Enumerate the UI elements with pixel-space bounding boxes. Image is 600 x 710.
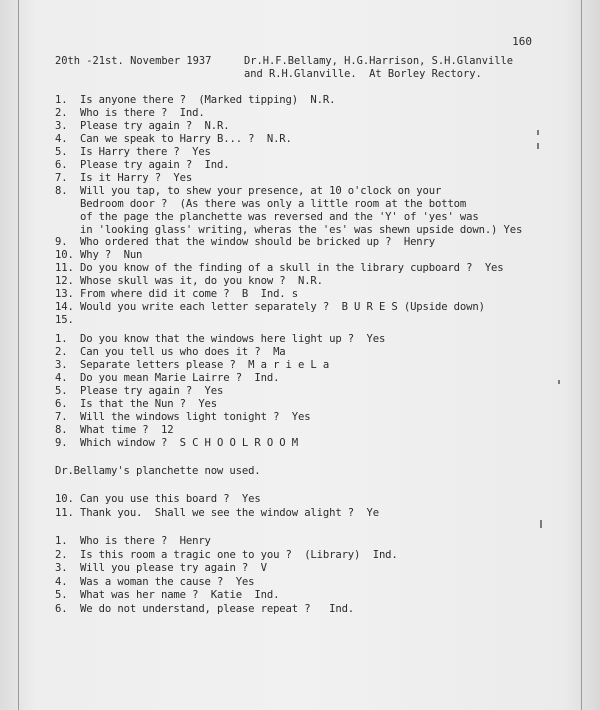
- transcript-line: From where did it come ? B Ind. s: [80, 288, 298, 300]
- transcript-line: Which window ? S C H O O L R O O M: [80, 437, 298, 449]
- header-date: 20th -21st. November 1937: [55, 55, 212, 67]
- line-number: 12.: [55, 275, 74, 287]
- line-number: 10.: [55, 249, 74, 261]
- transcript-line: Do you know of the finding of a skull in the library cupboard ? Yes: [80, 262, 504, 274]
- transcript-line: in 'looking glass' writing, wheras the 'es' was shewn upside down.) Yes: [80, 224, 523, 236]
- transcript-line: Please try again ? N.R.: [80, 120, 230, 132]
- transcript-line: Bedroom door ? (As there was only a little room at the bottom: [80, 198, 467, 210]
- line-number: 14.: [55, 301, 74, 313]
- line-number: 5.: [55, 385, 68, 397]
- left-fold-line: [18, 0, 19, 710]
- line-number: 8.: [55, 185, 68, 197]
- margin-mark: [558, 380, 560, 384]
- line-number: 6.: [55, 603, 68, 615]
- line-number: 5.: [55, 146, 68, 158]
- margin-mark: [537, 143, 539, 149]
- line-number: 7.: [55, 411, 68, 423]
- line-number: 4.: [55, 133, 68, 145]
- transcript-line: Is this room a tragic one to you ? (Library) Ind.: [80, 549, 398, 561]
- line-number: 2.: [55, 346, 68, 358]
- header-people-line1: Dr.H.F.Bellamy, H.G.Harrison, S.H.Glanville: [244, 55, 513, 67]
- line-number: 6.: [55, 398, 68, 410]
- transcript-line: of the page the planchette was reversed and the 'Y' of 'yes' was: [80, 211, 479, 223]
- line-number: 6.: [55, 159, 68, 171]
- transcript-line: Will the windows light tonight ? Yes: [80, 411, 311, 423]
- planchette-note: Dr.Bellamy's planchette now used.: [55, 465, 261, 477]
- line-number: 15.: [55, 314, 74, 326]
- line-number: 11.: [55, 262, 74, 274]
- header-people-line2: and R.H.Glanville. At Borley Rectory.: [244, 68, 482, 80]
- transcript-line: Whose skull was it, do you know ? N.R.: [80, 275, 323, 287]
- transcript-line: Thank you. Shall we see the window alight ? Ye: [80, 507, 379, 519]
- line-number: 1.: [55, 333, 68, 345]
- line-number: 5.: [55, 589, 68, 601]
- transcript-line: Will you tap, to shew your presence, at 10 o'clock on your: [80, 185, 442, 197]
- line-number: 10.: [55, 493, 74, 505]
- transcript-line: Would you write each letter separately ? B U R E S (Upside down): [80, 301, 485, 313]
- transcript-line: Can you use this board ? Yes: [80, 493, 261, 505]
- margin-mark: [537, 130, 539, 135]
- transcript-line: Do you know that the windows here light up ? Yes: [80, 333, 386, 345]
- transcript-line: Please try again ? Yes: [80, 385, 224, 397]
- line-number: 1.: [55, 535, 68, 547]
- margin-mark: [540, 520, 542, 528]
- transcript-line: Can you tell us who does it ? Ma: [80, 346, 286, 358]
- transcript-line: Will you please try again ? V: [80, 562, 267, 574]
- transcript-line: What time ? 12: [80, 424, 174, 436]
- transcript-line: Is it Harry ? Yes: [80, 172, 193, 184]
- transcript-line: We do not understand, please repeat ? Ind.: [80, 603, 355, 615]
- transcript-line: Do you mean Marie Lairre ? Ind.: [80, 372, 280, 384]
- line-number: 8.: [55, 424, 68, 436]
- line-number: 4.: [55, 576, 68, 588]
- line-number: 7.: [55, 172, 68, 184]
- line-number: 3.: [55, 562, 68, 574]
- transcript-line: Who ordered that the window should be bricked up ? Henry: [80, 236, 435, 248]
- transcript-line: What was her name ? Katie Ind.: [80, 589, 280, 601]
- right-fold-line: [581, 0, 582, 710]
- line-number: 9.: [55, 437, 68, 449]
- transcript-line: Is that the Nun ? Yes: [80, 398, 218, 410]
- line-number: 3.: [55, 359, 68, 371]
- line-number: 11.: [55, 507, 74, 519]
- transcript-line: Is anyone there ? (Marked tipping) N.R.: [80, 94, 336, 106]
- line-number: 2.: [55, 549, 68, 561]
- transcript-line: Is Harry there ? Yes: [80, 146, 211, 158]
- line-number: 4.: [55, 372, 68, 384]
- transcript-line: Separate letters please ? M a r i e L a: [80, 359, 330, 371]
- line-number: 3.: [55, 120, 68, 132]
- transcript-line: Who is there ? Henry: [80, 535, 211, 547]
- line-number: 1.: [55, 94, 68, 106]
- page-number: 160: [512, 35, 532, 48]
- transcript-line: Who is there ? Ind.: [80, 107, 205, 119]
- transcript-line: Was a woman the cause ? Yes: [80, 576, 255, 588]
- line-number: 13.: [55, 288, 74, 300]
- transcript-line: Why ? Nun: [80, 249, 143, 261]
- line-number: 2.: [55, 107, 68, 119]
- transcript-line: Please try again ? Ind.: [80, 159, 230, 171]
- line-number: 9.: [55, 236, 68, 248]
- transcript-line: Can we speak to Harry B... ? N.R.: [80, 133, 292, 145]
